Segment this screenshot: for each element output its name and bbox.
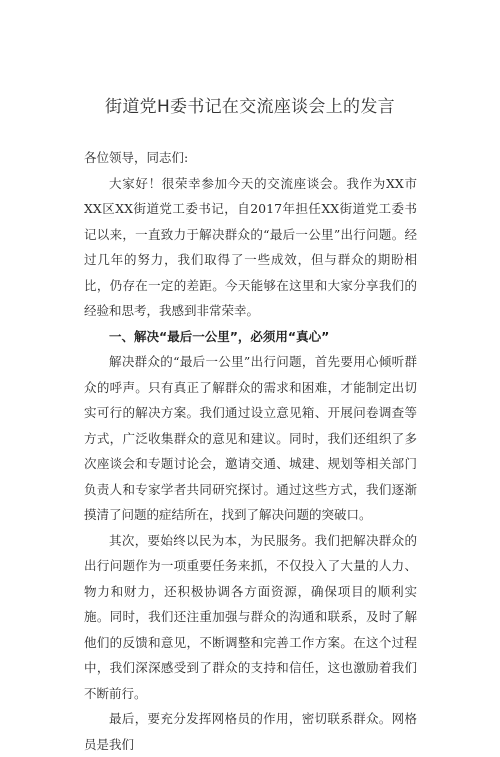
paragraph-first: 解决群众的“最后一公里”出行问题，首先要用心倾听群众的呼声。只有真正了解群众的需求和困难，才能制定出切实可行的解决方案。我们通过设立意见箱、开展问卷调查等方式，广泛收集群众的意见和建议。同时，我们还组织了多次座谈会和专题讨论会，邀请交通、城建、规划等相关部门负责人和专家学者共同研究探讨。通过这些方式，我们逐渐摸清了问题的症结所在，找到了解决问题的突破口。	[84, 354, 417, 522]
paragraph-last: 最后，要充分发挥网格员的作用，密切联系群众。网格员是我们	[84, 711, 417, 752]
paragraph-intro: 大家好！很荣幸参加今天的交流座谈会。我作为XX市XX区XX街道党工委书记，自2017年担任XX街道党工委书记以来，一直致力于解决群众的“最后一公里”出行问题。经过几年的努力，我们取得了一些成效，但与群众的期盼相比，仍存在一定的差距。今天能够在这里和大家分享我们的经验和思考，我感到非常荣幸。	[84, 175, 417, 318]
section-heading: 一、解决“最后一公里”，必须用“真心”	[109, 328, 330, 344]
paragraph-second: 其次，要始终以民为本，为民服务。我们把解决群众的出行问题作为一项重要任务来抓，不仅投入了大量的人力、物力和财力，还积极协调各方面资源，确保项目的顺利实施。同时，我们还注重加强与群众的沟通和联系，及时了解他们的反馈和意见，不断调整和完善工作方案。在这个过程中，我们深深感受到了群众的支持和信任，这也激励着我们不断前行。	[84, 532, 417, 701]
document-title: 街道党H委书记在交流座谈会上的发言	[105, 97, 395, 117]
salutation: 各位领导，同志们:	[84, 150, 189, 165]
document-body	[84, 145, 417, 757]
